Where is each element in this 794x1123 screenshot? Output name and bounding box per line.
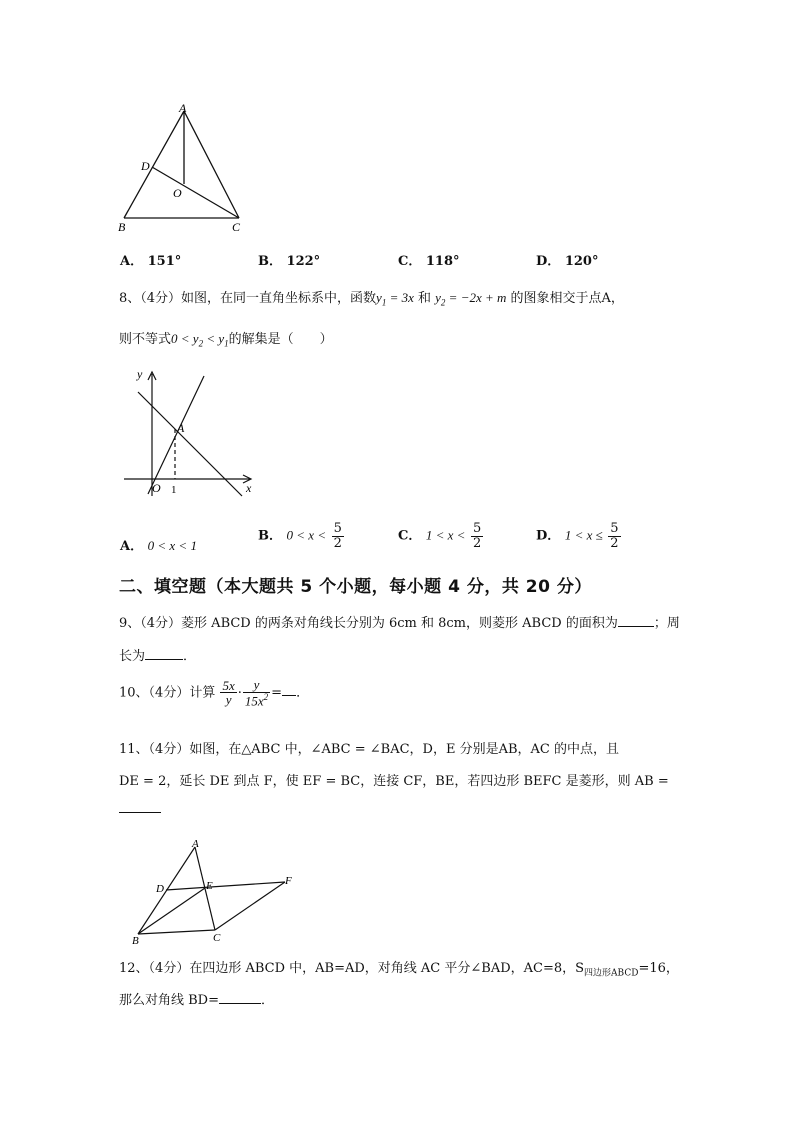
q11-label-B: B (132, 935, 139, 947)
q8-line2-prefix: 则不等式 (119, 332, 172, 347)
q10-fraction-1: $\frac{5x}{y}$ (222, 677, 235, 708)
q7-option-d-letter: D． (536, 254, 561, 269)
q10-prefix: 10、（4分）计算 (119, 685, 216, 701)
q9-line1-end: ；周 (653, 616, 680, 631)
q9-line1 (119, 612, 680, 631)
q8-and: 和 (413, 291, 436, 306)
q10-dot: · (237, 685, 242, 701)
q7-option-d-value: 120° (564, 254, 599, 269)
q9-line2 (119, 645, 196, 664)
q7-option-a-value: 151° (147, 254, 182, 269)
q8-option-b-value: 0 < x < (286, 527, 327, 543)
q11-label-C: C (213, 932, 221, 944)
q10-line (119, 678, 309, 708)
q10-answer-blank[interactable] (282, 695, 296, 696)
q12-line2 (119, 989, 274, 1008)
section-fill-in-title: 二、填空题（本大题共 5 个小题，每小题 4 分，共 20 分） (119, 577, 592, 597)
q12-answer-blank[interactable] (219, 1003, 261, 1004)
q9-line2-text: 长为 (119, 649, 146, 664)
q8-option-c (398, 522, 484, 550)
q12-line1-suffix: =16， (638, 961, 679, 976)
q10-fraction-2: $\frac{y}{15x^2}$ (244, 677, 269, 708)
q11-label-A: A (192, 838, 199, 850)
q7-label-D: D (141, 159, 150, 173)
q7-option-d (536, 250, 598, 269)
q8-option-d (536, 522, 622, 550)
q8-option-c-fraction: $\frac{5}{2}$ (473, 521, 482, 551)
q10-equals: = (271, 685, 283, 701)
q8-stem-line2 (119, 328, 333, 349)
q12-line1 (119, 957, 679, 979)
q11-rhombus-figure (128, 835, 300, 947)
q7-option-c (398, 250, 460, 269)
q11-line2: DE = 2，延长 DE 到点 F，使 EF = BC，连接 CF，BE，若四边形 BEFC 是菱形，则 AB = (119, 774, 669, 789)
q8-option-c-letter: C． (398, 528, 422, 544)
q8-y1: $y_1 = 3x$ (376, 290, 414, 308)
q12-area-subscript: 四边形ABCD (584, 968, 639, 979)
q8-option-a (120, 535, 197, 554)
q12-line2-text: 那么对角线 BD= (119, 993, 220, 1008)
q7-option-c-value: 118° (425, 254, 460, 269)
q8-y2: $y_2 = -2x + m$ (435, 290, 507, 308)
q7-option-b (258, 250, 320, 269)
q12-line2-end: ． (261, 993, 275, 1008)
q7-option-c-letter: C． (398, 254, 422, 269)
q8-option-d-value: 1 < x ≤ (564, 527, 603, 543)
q8-option-b (258, 522, 345, 550)
q7-label-C: C (232, 220, 241, 234)
q8-option-c-value: 1 < x < (425, 527, 466, 543)
q9-line2-end: ． (183, 649, 197, 664)
q8-option-d-fraction: $\frac{5}{2}$ (610, 521, 619, 551)
q7-label-A: A (179, 101, 187, 115)
q10-end: ． (296, 685, 310, 701)
q9-perimeter-blank[interactable] (145, 659, 183, 660)
q8-label-x: x (246, 481, 252, 495)
q7-option-a (120, 250, 181, 269)
q11-label-E: E (206, 880, 213, 892)
q8-option-b-letter: B． (258, 528, 282, 544)
q9-area-blank[interactable] (618, 626, 654, 627)
q9-line1-text: 9、（4分）菱形 ABCD 的两条对角线长分别为 6cm 和 8cm，则菱形 ABCD 的面积为 (119, 616, 618, 631)
q8-line2-suffix: 的解集是（ ） (228, 332, 333, 347)
q8-label-y: y (137, 367, 143, 381)
q8-label-A: A (177, 421, 185, 435)
q7-option-b-letter: B． (258, 254, 282, 269)
q8-option-d-letter: D． (536, 528, 561, 544)
q7-option-a-letter: A． (120, 254, 144, 269)
q11-label-F: F (285, 875, 292, 887)
q8-stem-line1 (119, 287, 624, 308)
q12-line1-prefix: 12、（4分）在四边形 ABCD 中，AB=AD，对角线 AC 平分∠BAD，AC=8，S (119, 961, 585, 976)
q11-label-D: D (156, 883, 164, 895)
q7-triangle-figure (110, 100, 260, 235)
q11-answer-blank[interactable] (119, 812, 161, 813)
q8-graph-figure (118, 362, 263, 502)
q8-option-b-fraction: $\frac{5}{2}$ (333, 521, 342, 551)
q7-label-O: O (173, 186, 182, 200)
q8-suffix: 的图象相交于点A， (506, 291, 624, 306)
q7-option-b-value: 122° (286, 254, 321, 269)
q8-option-a-letter: A． (120, 539, 144, 554)
q8-label-O: O (152, 481, 161, 495)
q8-option-a-value: 0 < x < 1 (147, 538, 197, 553)
q11-line1: 11、（4分）如图，在△ABC 中，∠ABC = ∠BAC，D，E 分别是AB，AC 的中点，且 (119, 742, 619, 757)
q8-inequality: $0 < y_2 < y_1$ (171, 331, 229, 349)
q7-label-B: B (118, 220, 126, 234)
q8-prefix: 8、（4分）如图，在同一直角坐标系中，函数 (119, 291, 377, 306)
q8-label-one: 1 (171, 484, 177, 496)
